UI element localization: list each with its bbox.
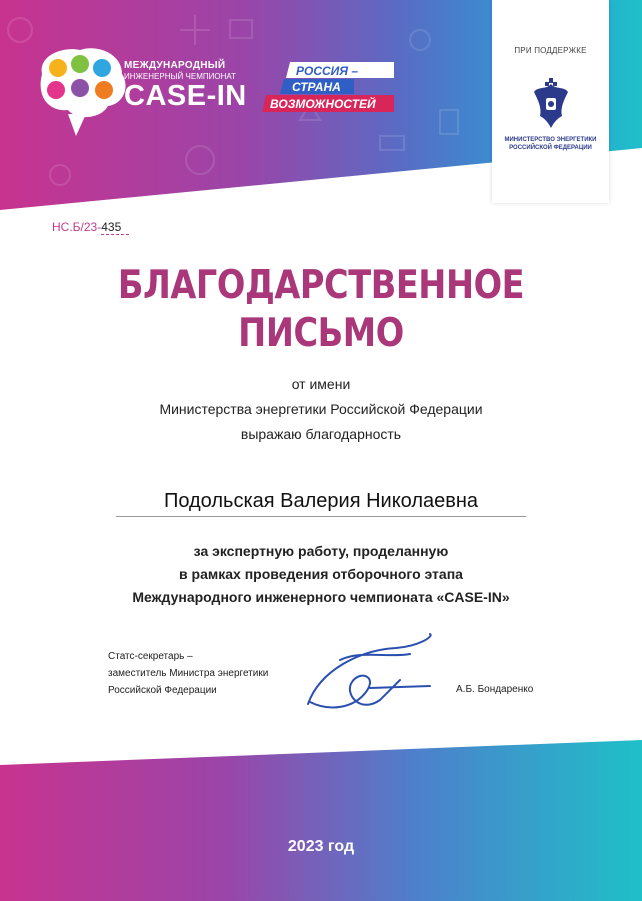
russia-logo-line1: РОССИЯ – [296,64,359,78]
document-title [45,262,597,358]
merit-line1: за экспертную работу, проделанную [193,543,449,559]
intro-line2: Министерства энергетики Российской Федерации [159,401,483,417]
russia-logo-line2: СТРАНА [292,80,341,94]
intro-line1: от имени [291,376,351,392]
russia-logo-line3: ВОЗМОЖНОСТЕЙ [270,97,376,111]
support-label: ПРИ ПОДДЕРЖКЕ [514,46,587,55]
signer-line3: Российской Федерации [108,685,217,696]
signer-line2: заместитель Министра энергетики [108,668,269,679]
document-number-prefix: НС.Б/23- [52,220,102,234]
title-line1: БЛАГОДАРСТВЕННОЕ [117,263,525,308]
ministry-name [498,136,603,152]
logo-line-championship: ИНЖЕНЕРНЫЙ ЧЕМПИОНАТ [124,72,236,81]
signer-line1: Статс-секретарь – [108,651,193,662]
title-line2: ПИСЬМО [238,311,404,356]
case-in-wordmark [124,60,247,111]
merit-line3: Международного инженерного чемпионата «CASE-IN» [132,589,510,605]
support-panel [492,0,609,203]
document-year: 2023 год [287,838,355,855]
russian-coat-of-arms-icon [530,78,572,130]
document-number-value: 435 [101,220,129,235]
recipient-name: Подольская Валерия Николаевна [116,490,526,517]
signer-title [108,648,268,699]
signer-name: А.Б. Бондаренко [456,684,534,695]
merit-line2: в рамках проведения отборочного этапа [179,566,463,582]
intro-text [0,372,642,447]
russia-opportunities-logo [262,62,394,112]
logo-line-case-in: CASE-IN [124,80,247,112]
ministry-line1: МИНИСТЕРСТВО ЭНЕРГЕТИКИ [504,137,597,143]
document-number [52,220,129,234]
handwritten-signature [300,630,450,720]
footer-background [0,690,642,901]
logo-line-international: МЕЖДУНАРОДНЫЙ [124,60,226,71]
merit-text [0,540,642,609]
intro-line3: выражаю благодарность [240,426,402,442]
ministry-line2: РОССИЙСКОЙ ФЕДЕРАЦИИ [509,145,592,151]
